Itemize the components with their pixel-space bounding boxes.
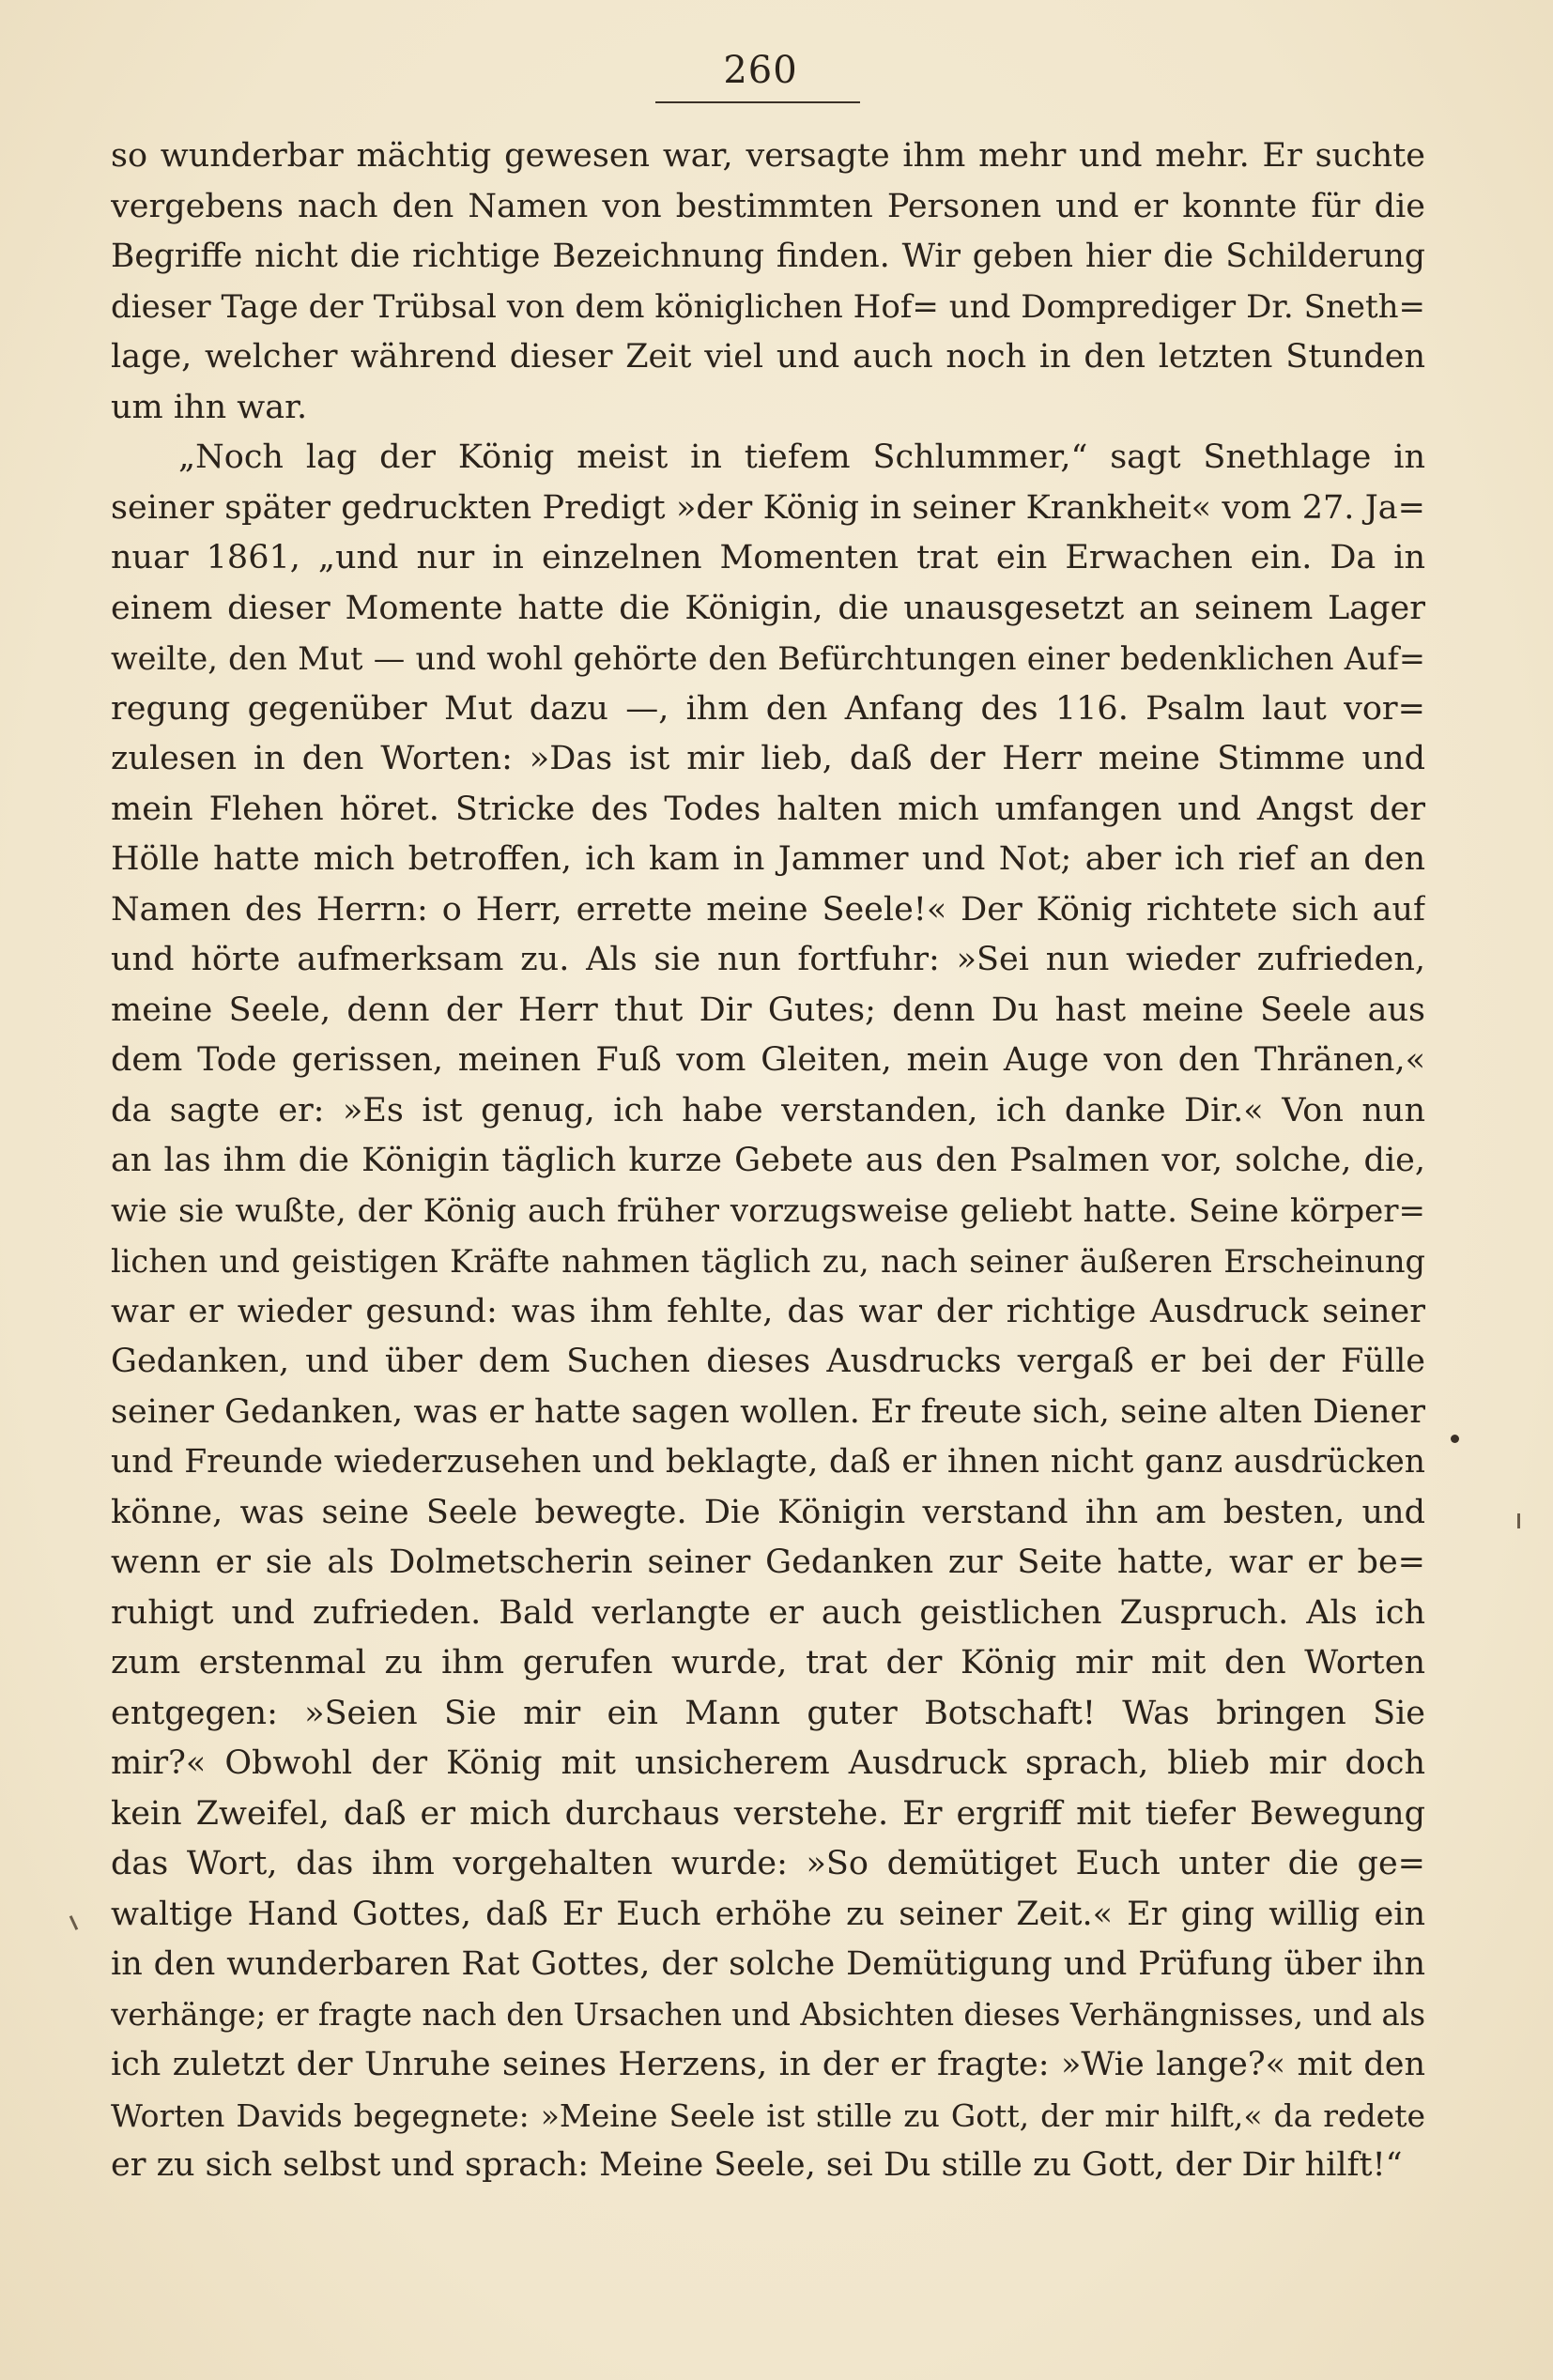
- text-line: könne, was seine Seele bewegte. Die Königin verstand ihn am besten, und: [111, 1493, 1425, 1531]
- text-line: dieser Tage der Trübsal von dem königlichen Hof= und Domprediger Dr. Sneth=: [111, 287, 1425, 326]
- text-line: einem dieser Momente hatte die Königin, die unausgesetzt an seinem Lager: [111, 589, 1425, 627]
- text-line: nuar 1861, „und nur in einzelnen Momenten trat ein Erwachen ein. Da in: [111, 539, 1425, 576]
- text-line: kein Zweifel, daß er mich durchaus verstehe. Er ergriff mit tiefer Bewegung: [111, 1794, 1425, 1833]
- text-line: so wunderbar mächtig gewesen war, versagte ihm mehr und mehr. Er suchte: [111, 137, 1425, 175]
- text-line: wie sie wußte, der König auch früher vorzugsweise geliebt hatte. Seine körper=: [111, 1191, 1425, 1230]
- text-line: war er wieder gesund: was ihm fehlte, das war der richtige Ausdruck seiner: [111, 1292, 1425, 1330]
- text-line: mein Flehen höret. Stricke des Todes halten mich umfangen und Angst der: [111, 790, 1425, 828]
- text-line: Begriffe nicht die richtige Bezeichnung finden. Wir geben hier die Schilderung: [111, 238, 1425, 275]
- text-line: zulesen in den Worten: »Das ist mir lieb, daß der Herr meine Stimme und: [111, 740, 1425, 777]
- margin-mark: [1517, 1513, 1520, 1528]
- text-line: lage, welcher während dieser Zeit viel und auch noch in den letzten Stunden: [111, 338, 1425, 376]
- text-line: lichen und geistigen Kräfte nahmen täglich zu, nach seiner äußeren Erscheinung: [111, 1243, 1425, 1280]
- text-line: Worten Davids begegnete: »Meine Seele ist stille zu Gott, der mir hilft,« da redete: [111, 2096, 1425, 2134]
- text-line: und hörte aufmerksam zu. Als sie nun fortfuhr: »Sei nun wieder zufrieden,: [111, 941, 1425, 978]
- header-rule: [655, 101, 860, 103]
- margin-ink-dot: [1451, 1435, 1459, 1443]
- text-line: an las ihm die Königin täglich kurze Gebete aus den Psalmen vor, solche, die,: [111, 1142, 1425, 1179]
- text-line: zum erstenmal zu ihm gerufen wurde, trat der König mir mit den Worten: [111, 1644, 1425, 1681]
- text-line: verhänge; er fragte nach den Ursachen und Absichten dieses Verhängnisses, und als: [111, 1996, 1425, 2033]
- text-line: Hölle hatte mich betroffen, ich kam in Jammer und Not; aber ich rief an den: [111, 840, 1425, 878]
- text-line: waltige Hand Gottes, daß Er Euch erhöhe zu seiner Zeit.« Er ging willig ein: [111, 1895, 1425, 1933]
- text-line: ich zuletzt der Unruhe seines Herzens, in der er fragte: »Wie lange?« mit den: [111, 2046, 1425, 2083]
- text-line: „Noch lag der König meist in tiefem Schlummer,“ sagt Snethlage in: [178, 438, 1425, 476]
- text-line: in den wunderbaren Rat Gottes, der solche Demütigung und Prüfung über ihn: [111, 1945, 1425, 1983]
- text-line: regung gegenüber Mut dazu —, ihm den Anfang des 116. Psalm laut vor=: [111, 689, 1425, 728]
- body-text: [111, 131, 1425, 2191]
- text-line: ruhigt und zufrieden. Bald verlangte er auch geistlichen Zuspruch. Als ich: [111, 1593, 1425, 1632]
- text-line: meine Seele, denn der Herr thut Dir Gutes; denn Du hast meine Seele aus: [111, 990, 1425, 1029]
- text-line: das Wort, das ihm vorgehalten wurde: »So demütiget Euch unter die ge=: [111, 1845, 1425, 1882]
- text-line: wenn er sie als Dolmetscherin seiner Gedanken zur Seite hatte, war er be=: [111, 1543, 1425, 1581]
- text-line: Namen des Herrn: o Herr, errette meine Seele!« Der König richtete sich auf: [111, 890, 1425, 929]
- text-line: seiner später gedruckten Predigt »der König in seiner Krankheit« vom 27. Ja=: [111, 488, 1425, 527]
- margin-mark: [69, 1915, 78, 1930]
- text-line: entgegen: »Seien Sie mir ein Mann guter Botschaft! Was bringen Sie: [111, 1694, 1425, 1732]
- text-line: Gedanken, und über dem Suchen dieses Ausdrucks vergaß er bei der Fülle: [111, 1343, 1425, 1380]
- text-line: und Freunde wiederzusehen und beklagte, daß er ihnen nicht ganz ausdrücken: [111, 1443, 1425, 1481]
- page-number: 260: [723, 49, 798, 92]
- text-line: da sagte er: »Es ist genug, ich habe verstanden, ich danke Dir.« Von nun: [111, 1091, 1425, 1129]
- text-line: er zu sich selbst und sprach: Meine Seele, sei Du stille zu Gott, der Dir hilft!“: [111, 2146, 1403, 2184]
- text-line: vergebens nach den Namen von bestimmten Personen und er konnte für die: [111, 187, 1425, 225]
- text-line: weilte, den Mut — und wohl gehörte den Befürchtungen einer bedenklichen Auf=: [111, 640, 1425, 677]
- text-line: dem Tode gerissen, meinen Fuß vom Gleiten, mein Auge von den Thränen,«: [111, 1041, 1425, 1079]
- text-line: mir?« Obwohl der König mit unsicherem Ausdruck sprach, blieb mir doch: [111, 1744, 1425, 1782]
- text-line: um ihn war.: [111, 388, 308, 426]
- text-line: seiner Gedanken, was er hatte sagen wollen. Er freute sich, seine alten Diener: [111, 1392, 1425, 1431]
